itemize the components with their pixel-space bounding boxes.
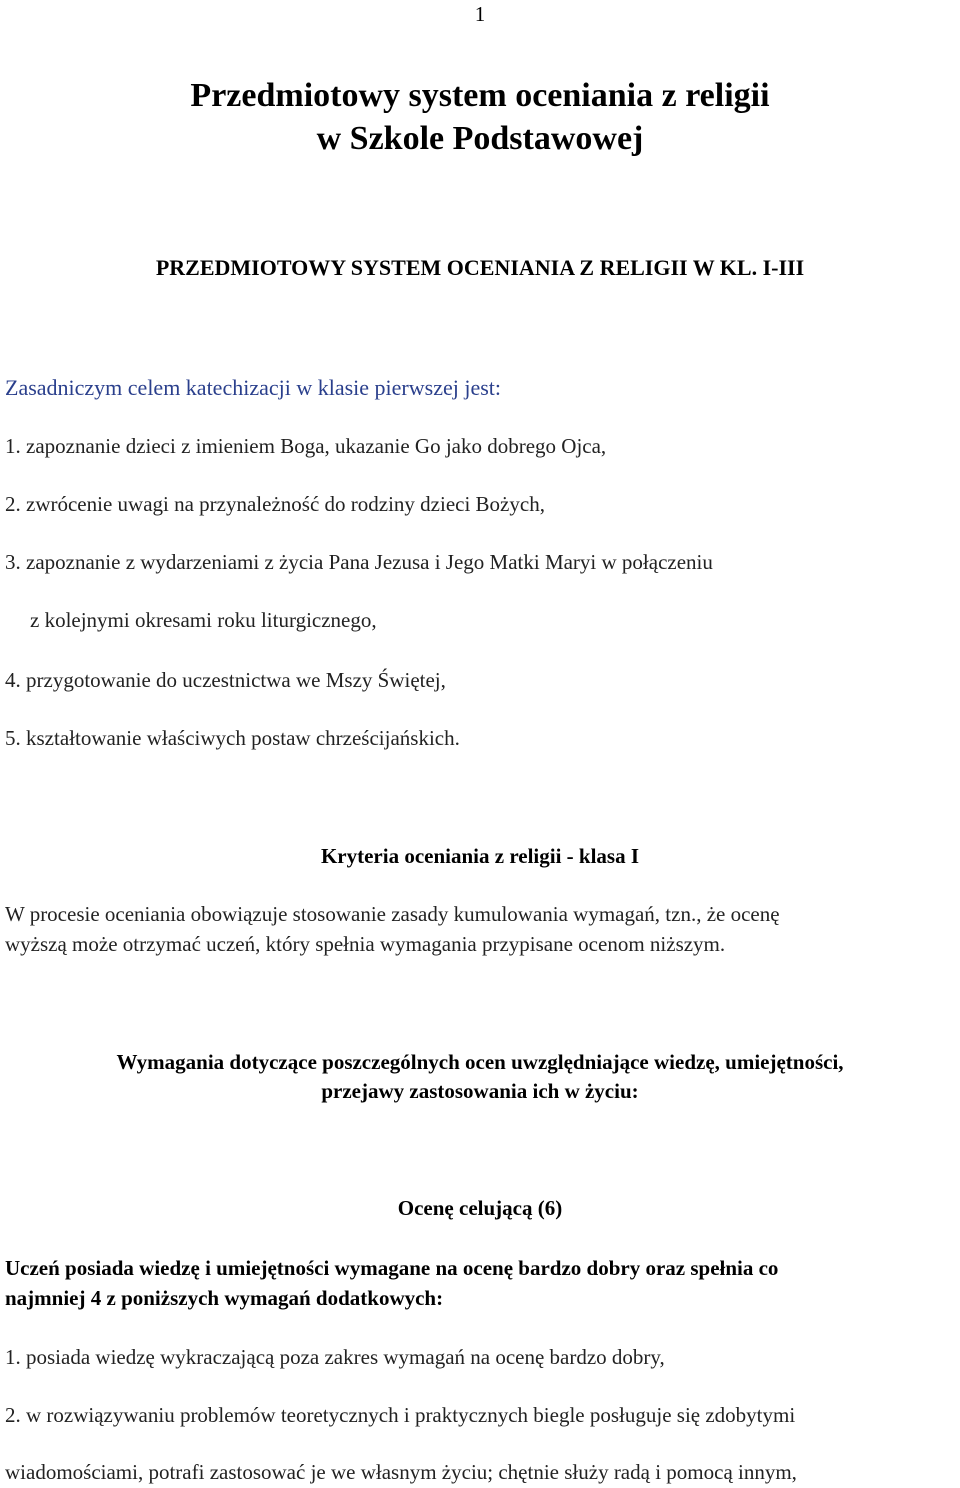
- requirements-heading-line-1: Wymagania dotyczące poszczególnych ocen uwzględniające wiedzę, umiejętności,: [116, 1050, 844, 1074]
- criteria-paragraph: [5, 899, 780, 959]
- grade-celujaca-intro: [5, 1253, 778, 1313]
- goal-item-3-continued: z kolejnymi okresami roku liturgicznego,: [30, 608, 377, 632]
- grade-intro-line-2: najmniej 4 z poniższych wymagań dodatkowych:: [5, 1286, 444, 1310]
- requirements-heading: [0, 1048, 960, 1106]
- goal-item-1: 1. zapoznanie dzieci z imieniem Boga, ukazanie Go jako dobrego Ojca,: [5, 434, 607, 458]
- page-number: 1: [474, 2, 486, 26]
- goal-item-3: 3. zapoznanie z wydarzeniami z życia Pana Jezusa i Jego Matki Maryi w połączeniu: [5, 550, 713, 574]
- criteria-heading: Kryteria oceniania z religii - klasa I: [320, 844, 640, 868]
- requirement-item-2: 2. w rozwiązywaniu problemów teoretycznych i praktycznych biegle posługuje się zdobytymi: [5, 1403, 796, 1427]
- requirements-heading-line-2: przejawy zastosowania ich w życiu:: [321, 1079, 639, 1103]
- grade-celujaca-heading: Ocenę celującą (6): [397, 1196, 563, 1220]
- requirement-item-2-continued: wiadomościami, potrafi zastosować je we własnym życiu; chętnie służy radą i pomocą innym,: [5, 1460, 797, 1484]
- goal-item-4: 4. przygotowanie do uczestnictwa we Mszy Świętej,: [5, 668, 446, 692]
- criteria-line-1: W procesie oceniania obowiązuje stosowanie zasady kumulowania wymagań, tzn., że ocenę: [5, 902, 780, 926]
- goal-item-5: 5. kształtowanie właściwych postaw chrześcijańskich.: [5, 726, 460, 750]
- criteria-line-2: wyższą może otrzymać uczeń, który spełnia wymagania przypisane ocenom niższym.: [5, 932, 726, 956]
- title-line-1: Przedmiotowy system oceniania z religii: [190, 77, 770, 114]
- grade-intro-line-1: Uczeń posiada wiedzę i umiejętności wymagane na ocenę bardzo dobry oraz spełnia co: [5, 1256, 779, 1280]
- title-line-2: w Szkole Podstawowej: [316, 120, 644, 157]
- goal-item-2: 2. zwrócenie uwagi na przynależność do rodziny dzieci Bożych,: [5, 492, 545, 516]
- goals-heading: Zasadniczym celem katechizacji w klasie pierwszej jest:: [5, 375, 501, 400]
- document-subtitle: PRZEDMIOTOWY SYSTEM OCENIANIA Z RELIGII W KL. I-III: [155, 255, 805, 280]
- requirement-item-1: 1. posiada wiedzę wykraczającą poza zakres wymagań na ocenę bardzo dobry,: [5, 1345, 665, 1369]
- document-title: [0, 74, 960, 160]
